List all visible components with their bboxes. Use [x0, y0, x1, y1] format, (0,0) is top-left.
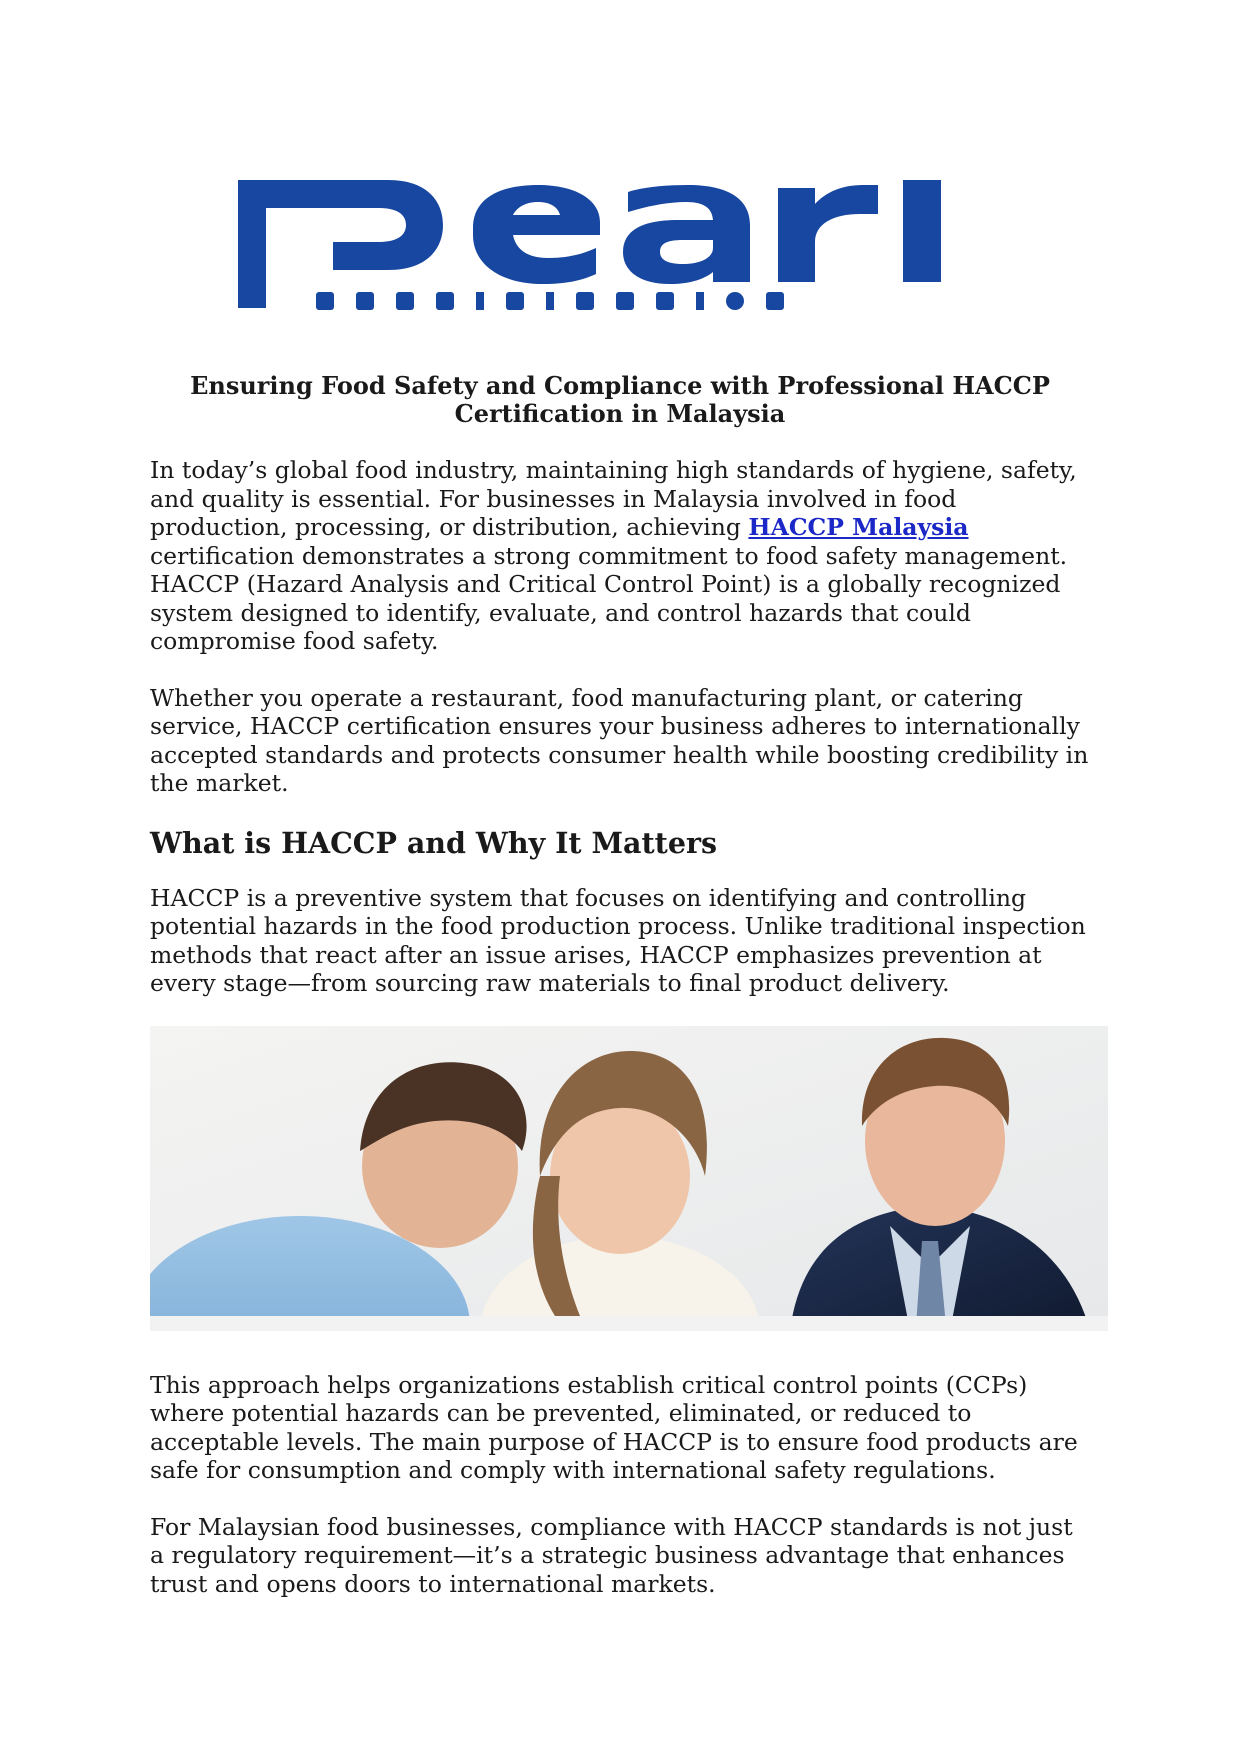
intro-paragraph: [150, 456, 1090, 656]
haccp-malaysia-link[interactable]: HACCP Malaysia: [748, 513, 969, 541]
document-title: Ensuring Food Safety and Compliance with Professional HACCP Certification in Malaysia: [190, 371, 1050, 428]
paragraph-2: Whether you operate a restaurant, food manufacturing plant, or catering service, HACCP certification ensures your business adheres to internationally accepted standards and protects consumer health while boosting credibility in the market.: [150, 683, 1089, 797]
section-heading: What is HACCP and Why It Matters: [150, 825, 718, 860]
paragraph-4: This approach helps organizations establish critical control points (CCPs) where potential hazards can be prevented, eliminated, or reduced to acceptable levels. The main purpose of HACCP is to ensure food products are safe for consumption and comply with international safety regulations.: [150, 1370, 1078, 1484]
intro-text-before: In today’s global food industry, maintaining high standards of hygiene, safety, and quality is essential. For businesses in Malaysia involved in food production, processing, or distribution, achieving: [150, 456, 1077, 541]
pearl-certification-logo: [238, 180, 1006, 328]
paragraph-5: For Malaysian food businesses, compliance with HACCP standards is not just a regulatory requirement—it’s a strategic business advantage that enhances trust and opens doors to international markets.: [150, 1512, 1073, 1598]
logo-graphic: [238, 180, 1006, 328]
intro-text-after: certification demonstrates a strong commitment to food safety management. HACCP (Hazard Analysis and Critical Control Point) is a globally recognized system designed to identify, evaluate, and control hazards that could compromise food safety.: [150, 541, 1068, 655]
team-photo-graphic: [150, 1026, 1108, 1331]
paragraph-3: HACCP is a preventive system that focuses on identifying and controlling potential hazards in the food production process. Unlike traditional inspection methods that react after an issue arises, HACCP emphasizes prevention at every stage—from sourcing raw materials to final product delivery.: [150, 883, 1086, 997]
document-body: [150, 372, 1090, 1626]
team-photo: [150, 1026, 1108, 1331]
